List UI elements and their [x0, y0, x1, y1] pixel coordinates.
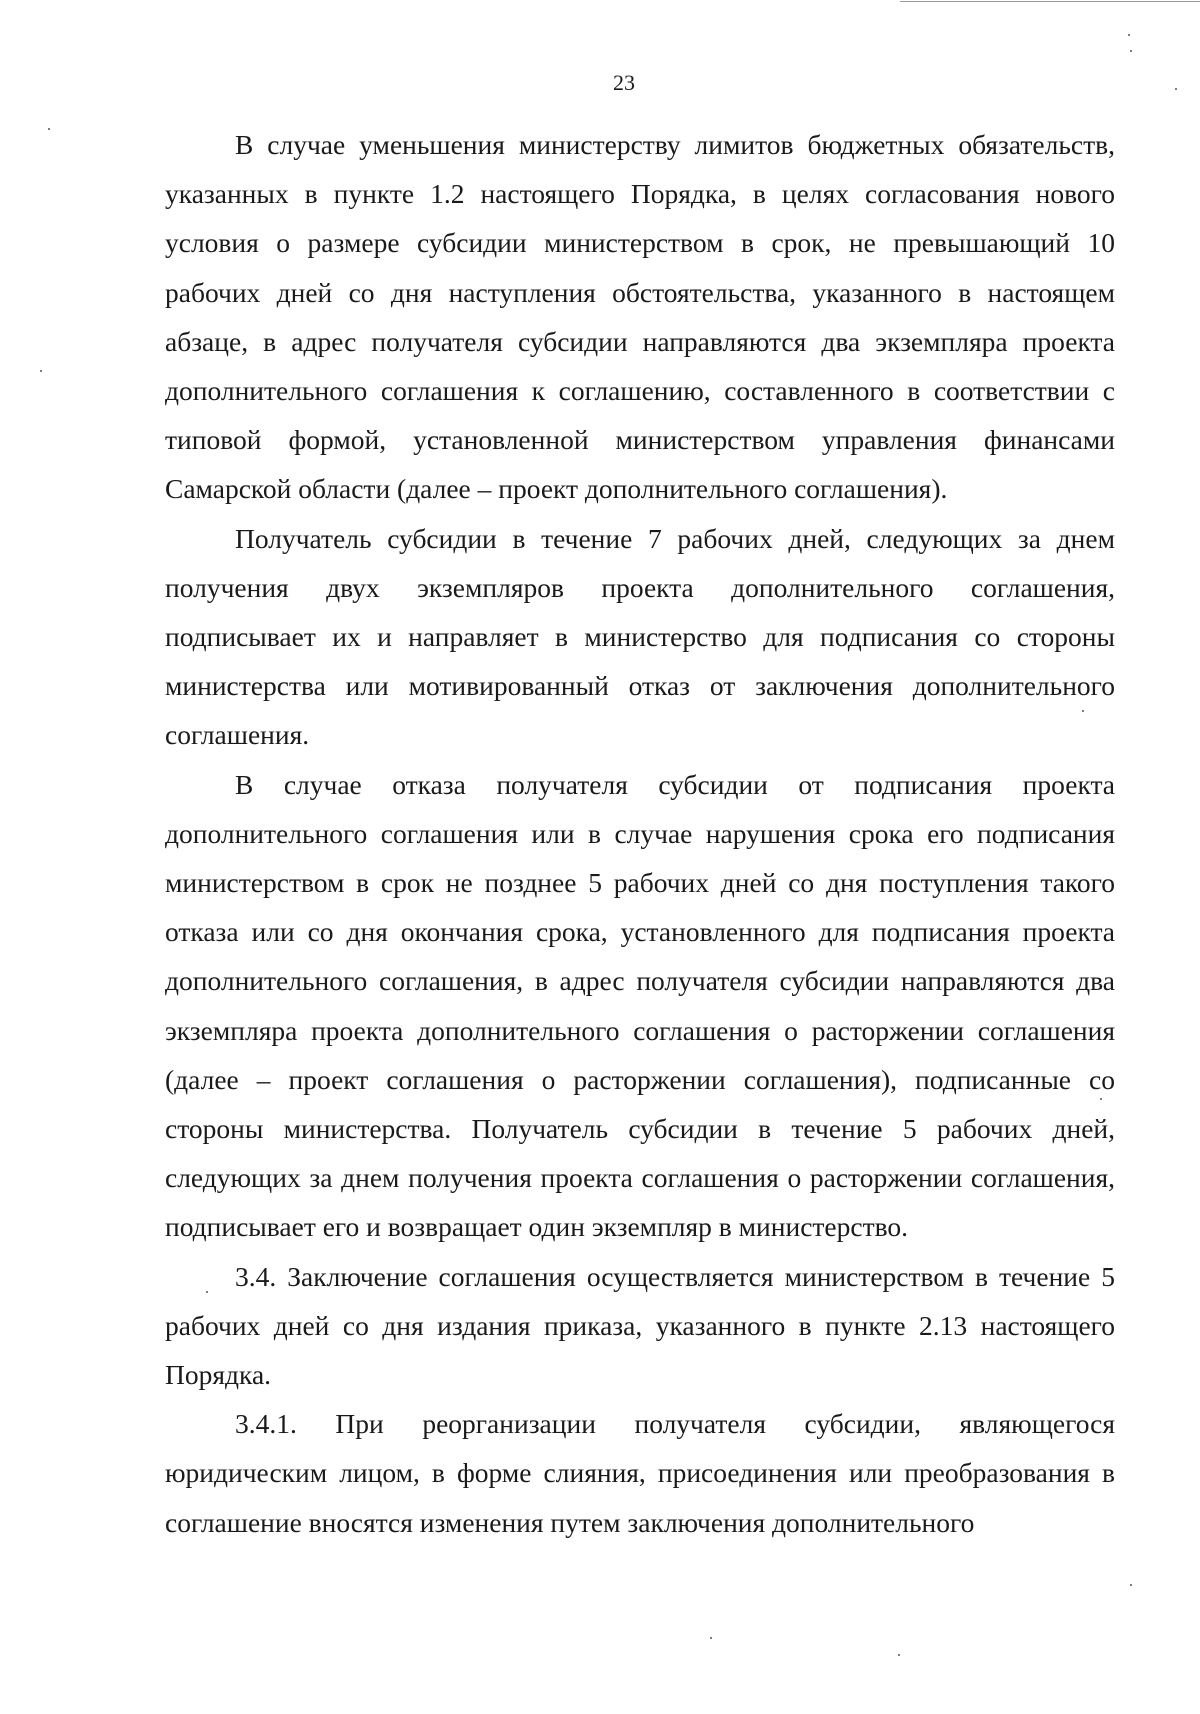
scan-speck: [1100, 1098, 1102, 1100]
scan-speck: [206, 1291, 208, 1293]
paragraph-recipient-signing: Получатель субсидии в течение 7 рабочих дней, следующих за днем получения двух экземпляров проекта дополнительного соглашения, подписывает их и направляет в министерство для подписания со стороны министерства или мотивированный отказ от заключения дополнительного соглашения.: [165, 522, 1115, 751]
paragraph-3-4-1: 3.4.1. При реорганизации получателя субсидии, являющегося юридическим лицом, в форме слияния, присоединения или преобразования в соглашение вносятся изменения путем заключения дополнительного: [165, 1408, 1115, 1538]
scan-speck: [1130, 1584, 1132, 1586]
scan-speck: [40, 370, 42, 372]
scan-speck: [898, 1654, 900, 1656]
scan-speck: [48, 128, 50, 130]
scan-speck: [1130, 50, 1132, 52]
paragraph-3-4: 3.4. Заключение соглашения осуществляется министерством в течение 5 рабочих дней со дня издания приказа, указанного в пункте 2.13 настоящего Порядка.: [165, 1260, 1115, 1391]
paragraph-refusal-termination: В случае отказа получателя субсидии от подписания проекта дополнительного соглашения или в случае нарушения срока его подписания министерством в срок не позднее 5 рабочих дней со дня поступления такого отказа или со дня окончания срока, установленного для подписания проекта дополнительного соглашения, в адрес получателя субсидии направляются два экземпляра проекта дополнительного соглашения о расторжении соглашения (далее – проект соглашения о расторжении соглашения), подписанные со стороны министерства. Получатель субсидии в течение 5 рабочих дней, следующих за днем получения проекта соглашения о расторжении соглашения, подписывает его и возвращает один экземпляр в министерство.: [165, 768, 1115, 1243]
scan-speck: [1128, 34, 1130, 36]
paragraph-budget-limits: В случае уменьшения министерству лимитов бюджетных обязательств, указанных в пункте 1.2 настоящего Порядка, в целях согласования нового условия о размере субсидии министерством в срок, не превышающий 10 рабочих дней со дня наступления обстоятельства, указанного в настоящем абзаце, в адрес получателя субсидии направляются два экземпляра проекта дополнительного соглашения к соглашению, составленного в соответствии с типовой формой, установленной министерством управления финансами Самарской области (далее – проект дополнительного соглашения).: [165, 129, 1115, 505]
page-number: 23: [613, 70, 635, 95]
scan-edge-line: [900, 1, 1200, 2]
document-body: [165, 120, 1115, 1547]
scan-speck: [710, 1637, 712, 1639]
scan-speck: [1175, 88, 1177, 90]
scan-speck: [1082, 710, 1084, 712]
